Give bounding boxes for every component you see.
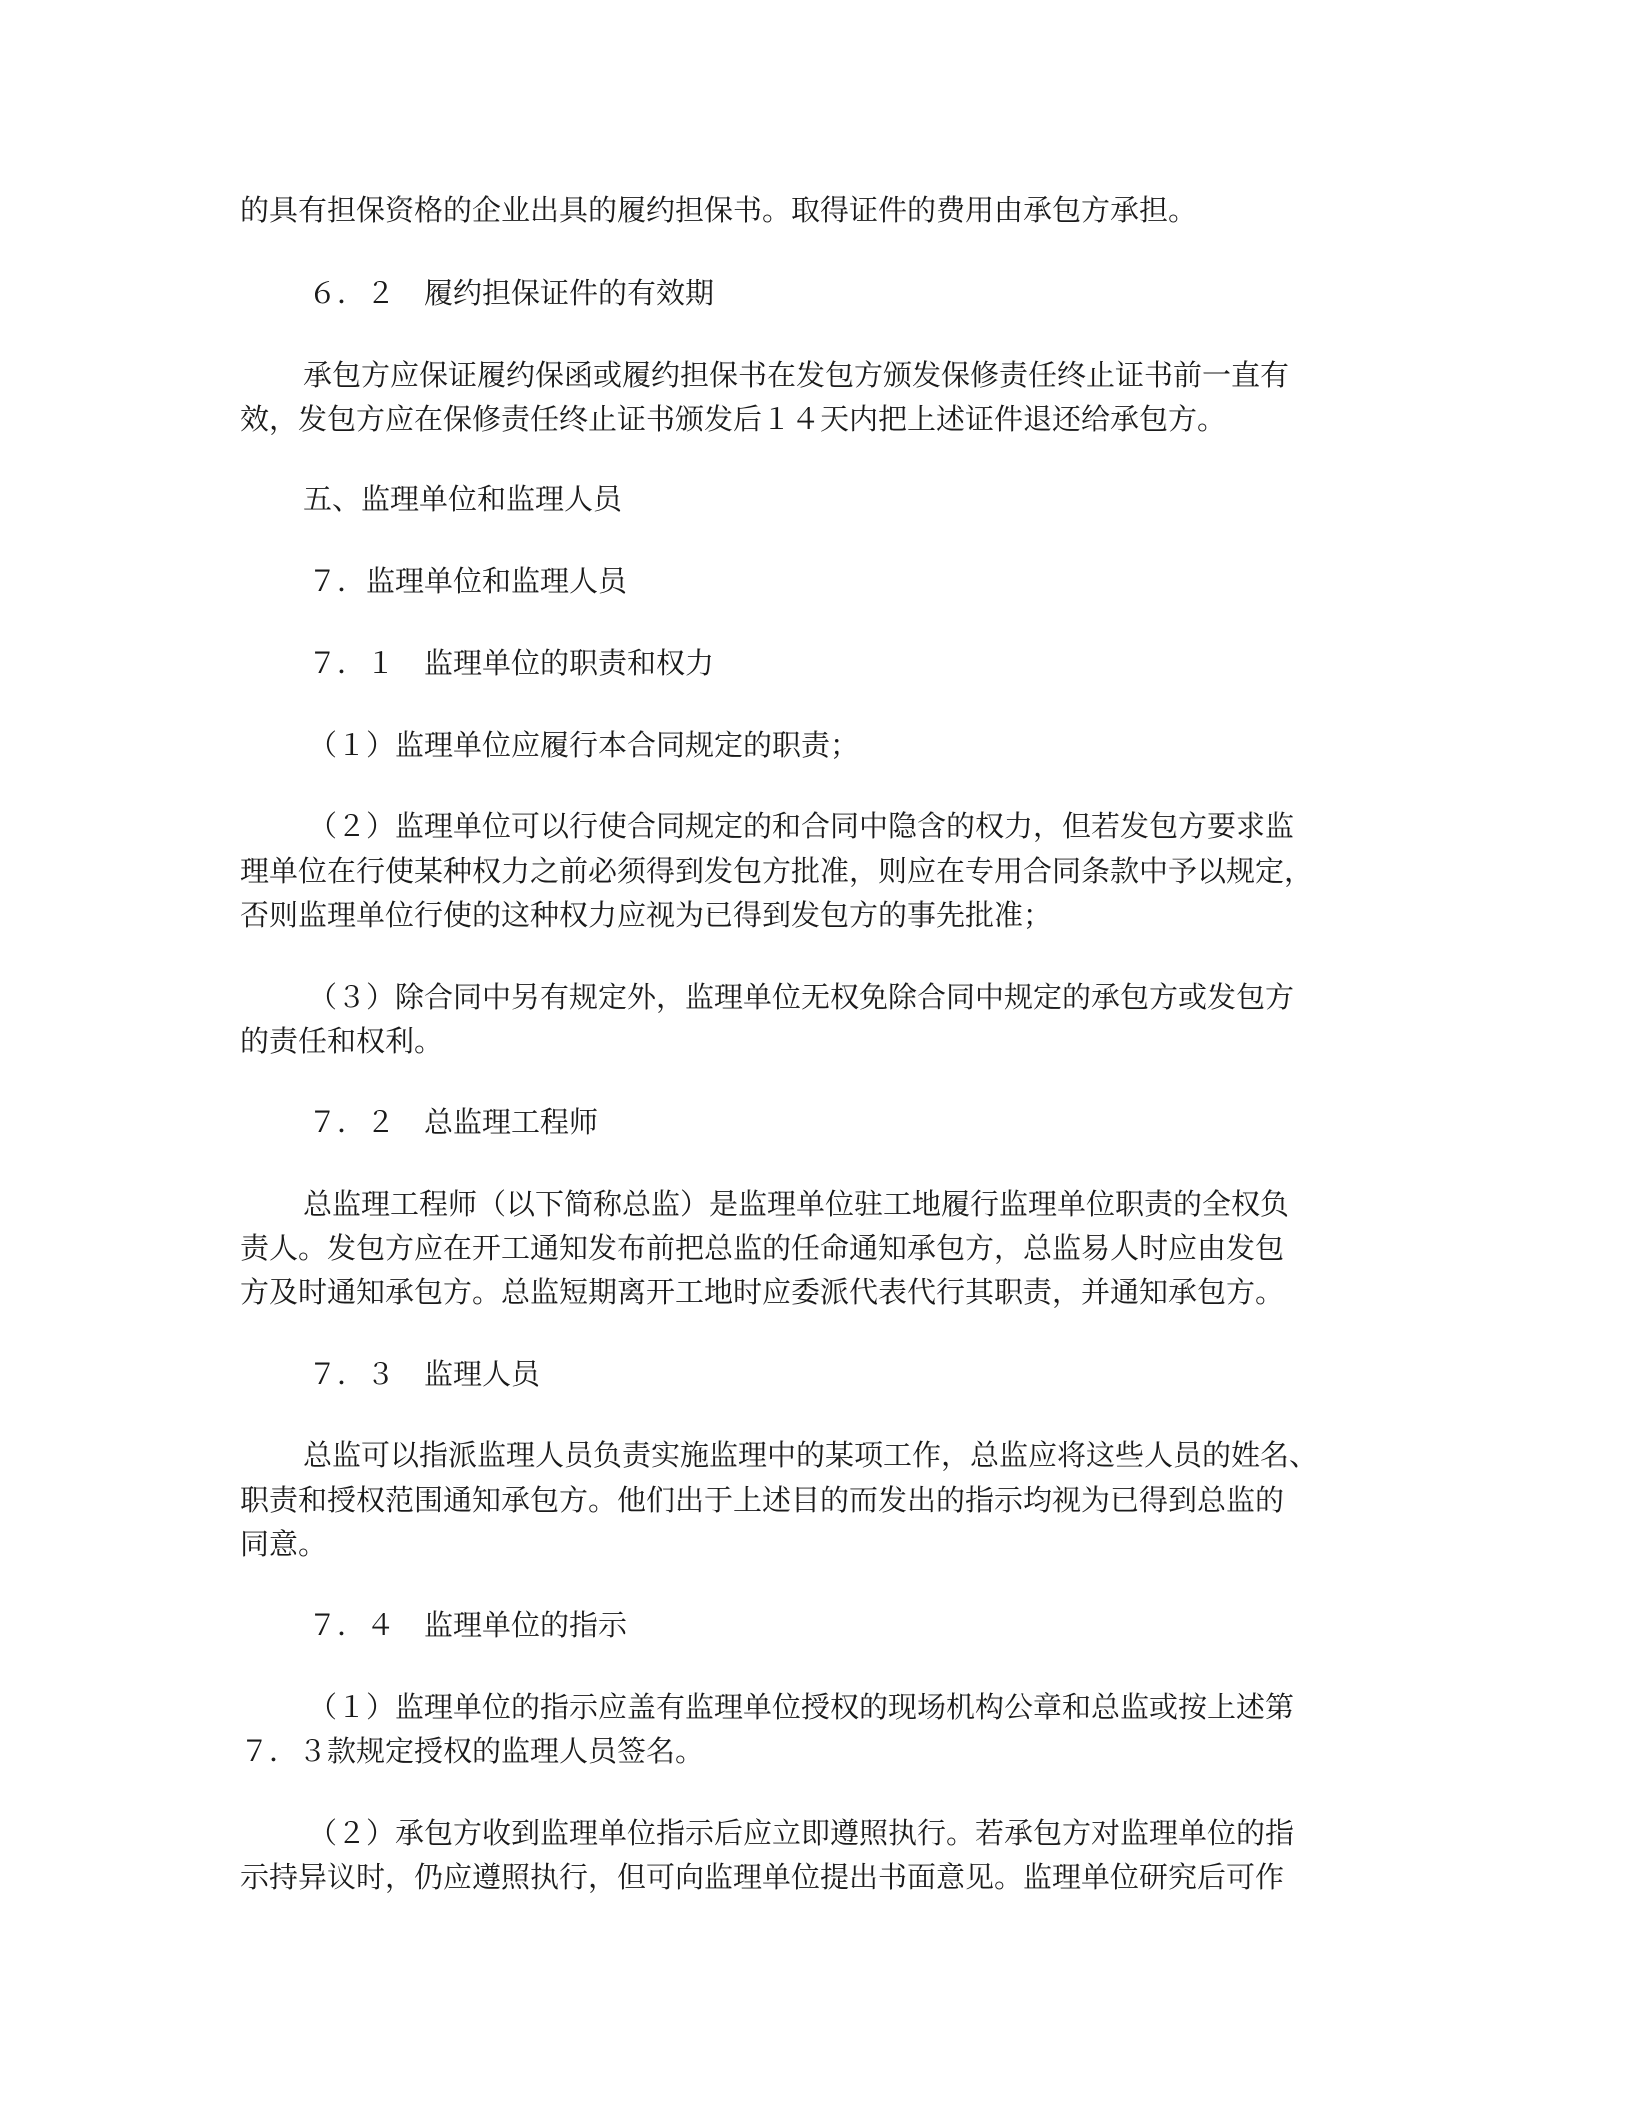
- section-heading-6-2: ６．２ 履约担保证件的有效期: [308, 276, 715, 310]
- text-line: 的具有担保资格的企业出具的履约担保书。取得证件的费用由承包方承担。: [240, 193, 1198, 227]
- text-line: 方及时通知承包方。总监短期离开工地时应委派代表代行其职责，并通知承包方。: [240, 1275, 1285, 1309]
- section-heading-7: ７．监理单位和监理人员: [308, 564, 628, 598]
- text-line: （２）承包方收到监理单位指示后应立即遵照执行。若承包方对监理单位的指: [308, 1816, 1295, 1850]
- text-line: （２）监理单位可以行使合同规定的和合同中隐含的权力，但若发包方要求监: [308, 809, 1295, 843]
- text-line: 效，发包方应在保修责任终止证书颁发后１４天内把上述证件退还给承包方。: [240, 402, 1227, 436]
- section-heading-7-3: ７．３ 监理人员: [308, 1357, 541, 1391]
- text-line: 理单位在行使某种权力之前必须得到发包方批准，则应在专用合同条款中予以规定，: [240, 854, 1314, 888]
- text-line: 否则监理单位行使的这种权力应视为已得到发包方的事先批准；: [240, 898, 1053, 932]
- section-heading-7-4: ７．４ 监理单位的指示: [308, 1608, 628, 1642]
- section-heading-7-1: ７．１ 监理单位的职责和权力: [308, 646, 715, 680]
- text-line: 同意。: [240, 1527, 328, 1561]
- text-line: 总监理工程师（以下简称总监）是监理单位驻工地履行监理单位职责的全权负: [303, 1187, 1290, 1221]
- text-line: 职责和授权范围通知承包方。他们出于上述目的而发出的指示均视为已得到总监的: [240, 1483, 1285, 1517]
- text-line: 总监可以指派监理人员负责实施监理中的某项工作，总监应将这些人员的姓名、: [303, 1438, 1319, 1472]
- text-line: 承包方应保证履约保函或履约担保书在发包方颁发保修责任终止证书前一直有: [303, 358, 1290, 392]
- text-line: ７．３款规定授权的监理人员签名。: [240, 1734, 705, 1768]
- text-line: 示持异议时，仍应遵照执行，但可向监理单位提出书面意见。监理单位研究后可作: [240, 1860, 1285, 1894]
- text-line: （１）监理单位应履行本合同规定的职责；: [308, 728, 860, 762]
- text-line: （１）监理单位的指示应盖有监理单位授权的现场机构公章和总监或按上述第: [308, 1690, 1295, 1724]
- text-line: 责人。发包方应在开工通知发布前把总监的任命通知承包方，总监易人时应由发包: [240, 1231, 1285, 1265]
- text-line: 的责任和权利。: [240, 1024, 444, 1058]
- section-heading-7-2: ７．２ 总监理工程师: [308, 1105, 599, 1139]
- text-line: （３）除合同中另有规定外，监理单位无权免除合同中规定的承包方或发包方: [308, 980, 1295, 1014]
- chapter-heading-5: 五、监理单位和监理人员: [303, 482, 623, 516]
